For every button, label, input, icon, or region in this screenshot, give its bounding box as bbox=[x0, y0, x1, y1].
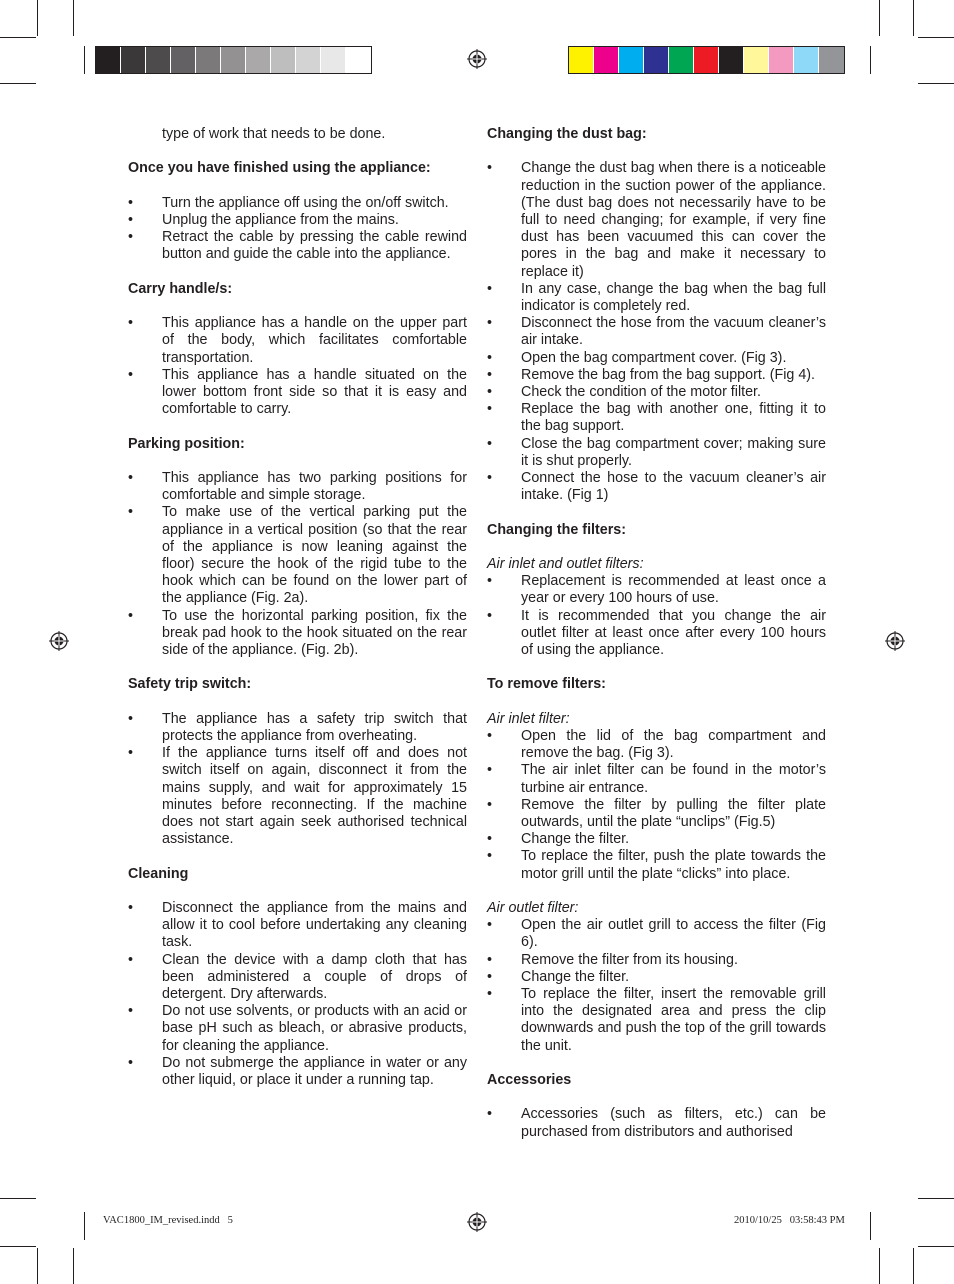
bullet-text: Connect the hose to the vacuum cleaner’s air intake. (Fig 1) bbox=[521, 470, 826, 504]
bullet-list bbox=[487, 728, 826, 883]
bullet-text: Do not use solvents, or products with an acid or base pH such as bleach, or abrasive products, for cleaning the appliance. bbox=[162, 1003, 467, 1054]
bullet-item bbox=[487, 367, 826, 384]
bullet-text: Do not submerge the appliance in water or any other liquid, or place it under a running tap. bbox=[162, 1054, 467, 1089]
color-swatch bbox=[619, 47, 644, 73]
bullet-text: The air inlet filter can be found in the motor’s turbine air entrance. bbox=[521, 762, 826, 796]
bullet-icon: • bbox=[487, 384, 493, 401]
bullet-item bbox=[487, 917, 826, 951]
bullet-item bbox=[487, 728, 826, 762]
bullet-item bbox=[128, 1003, 467, 1055]
crop-mark bbox=[918, 37, 954, 38]
bullet-item bbox=[128, 1055, 467, 1089]
bullet-item bbox=[487, 797, 826, 831]
bullet-icon: • bbox=[128, 710, 134, 727]
bullet-icon: • bbox=[487, 470, 493, 487]
color-swatch bbox=[146, 47, 171, 73]
crop-mark bbox=[0, 1198, 36, 1199]
bullet-item bbox=[487, 952, 826, 969]
color-swatch bbox=[121, 47, 146, 73]
subsection-label: Air inlet and outlet filters: bbox=[487, 556, 644, 573]
bullet-icon: • bbox=[487, 831, 493, 848]
crop-mark bbox=[870, 1212, 871, 1240]
bullet-icon: • bbox=[487, 366, 493, 383]
bullet-text: In any case, change the bag when the bag full indicator is completely red. bbox=[521, 280, 826, 315]
bullet-item bbox=[487, 608, 826, 660]
bullet-item bbox=[128, 229, 467, 263]
crop-mark bbox=[918, 1246, 954, 1247]
intro-text: type of work that needs to be done. bbox=[162, 126, 386, 142]
grayscale-color-bar bbox=[95, 46, 372, 74]
color-swatch bbox=[669, 47, 694, 73]
bullet-text: Retract the cable by pressing the cable rewind button and guide the cable into the appliance. bbox=[162, 229, 467, 263]
crop-mark bbox=[84, 46, 85, 74]
bullet-text: Open the air outlet grill to access the filter (Fig 6). bbox=[521, 917, 826, 951]
bullet-icon: • bbox=[128, 951, 134, 968]
subsection-label: Air inlet filter: bbox=[487, 710, 570, 727]
bullet-text: Replace the bag with another one, fitting it to the bag support. bbox=[521, 401, 826, 435]
bullet-text: If the appliance turns itself off and does not switch itself on again, disconnect it from the mains supply, and wait for approximately 15 minutes before reconnecting. If the machine does not start again seek authorised technical assistance. bbox=[162, 745, 467, 848]
bullet-icon: • bbox=[487, 160, 493, 177]
color-swatch bbox=[594, 47, 619, 73]
bullet-text: Unplug the appliance from the mains. bbox=[162, 211, 399, 228]
subsection-label: Air outlet filter: bbox=[487, 900, 579, 917]
bullet-text: Disconnect the hose from the vacuum cleaner’s air intake. bbox=[521, 315, 826, 349]
color-swatch bbox=[719, 47, 744, 73]
bullet-item bbox=[487, 986, 826, 1055]
crop-mark bbox=[870, 46, 871, 74]
bullet-icon: • bbox=[487, 951, 493, 968]
bullet-item bbox=[487, 160, 826, 280]
bullet-icon: • bbox=[487, 435, 493, 452]
color-swatch bbox=[569, 47, 594, 73]
crop-mark bbox=[913, 0, 914, 36]
bullet-item bbox=[487, 573, 826, 607]
section-heading: Changing the dust bag: bbox=[487, 126, 647, 142]
bullet-icon: • bbox=[128, 899, 134, 916]
color-swatch bbox=[196, 47, 221, 73]
bullet-list bbox=[487, 917, 826, 1055]
bullet-icon: • bbox=[128, 607, 134, 624]
file-slug-timestamp: 2010/10/25 03:58:43 PM bbox=[734, 1215, 845, 1226]
section-heading: Accessories bbox=[487, 1072, 572, 1089]
color-swatch bbox=[246, 47, 271, 73]
bullet-icon: • bbox=[128, 315, 134, 332]
bullet-text: Remove the bag from the bag support. (Fig 4). bbox=[521, 366, 816, 383]
color-swatch bbox=[644, 47, 669, 73]
registration-mark-icon bbox=[467, 49, 487, 69]
bullet-text: Turn the appliance off using the on/off switch. bbox=[162, 194, 449, 211]
bullet-item bbox=[487, 762, 826, 796]
color-swatch bbox=[819, 47, 844, 73]
crop-mark bbox=[0, 1246, 36, 1247]
bullet-text: To make use of the vertical parking put the appliance in a vertical position (so that the rear of the appliance is now leaning against the floor) secure the hook of the rigid tube to the hook which can be found on the lower part of the appliance (Fig. 2a). bbox=[162, 504, 467, 607]
bullet-item bbox=[487, 384, 826, 401]
crop-mark bbox=[913, 1248, 914, 1284]
bullet-item bbox=[487, 848, 826, 882]
registration-mark-icon bbox=[467, 1212, 487, 1232]
bullet-icon: • bbox=[128, 229, 134, 246]
bullet-text: Close the bag compartment cover; making sure it is shut properly. bbox=[521, 435, 826, 469]
bullet-icon: • bbox=[487, 607, 493, 624]
bullet-item bbox=[487, 1106, 826, 1140]
bullet-text: To use the horizontal parking position, fix the break pad hook to the hook situated on the rear side of the appliance. (Fig. 2b). bbox=[162, 607, 467, 658]
crop-mark bbox=[73, 0, 74, 36]
bullet-icon: • bbox=[487, 796, 493, 813]
section-heading: Cleaning bbox=[128, 865, 189, 882]
bullet-icon: • bbox=[128, 745, 134, 762]
bullet-item bbox=[487, 315, 826, 349]
bullet-text: Remove the filter by pulling the filter plate outwards, until the plate “unclips” (Fig.5) bbox=[521, 796, 826, 831]
bullet-icon: • bbox=[128, 469, 134, 486]
bullet-icon: • bbox=[487, 917, 493, 934]
bullet-item bbox=[128, 608, 467, 660]
color-swatch bbox=[744, 47, 769, 73]
bullet-icon: • bbox=[487, 315, 493, 332]
bullet-list bbox=[128, 711, 467, 849]
section-heading: Carry handle/s: bbox=[128, 280, 233, 297]
crop-mark bbox=[918, 83, 954, 84]
color-swatch bbox=[321, 47, 346, 73]
section-heading: Safety trip switch: bbox=[128, 676, 252, 693]
bullet-item bbox=[128, 195, 467, 212]
crop-mark bbox=[73, 1248, 74, 1284]
color-swatch bbox=[296, 47, 321, 73]
bullet-text: To replace the filter, push the plate towards the motor grill until the plate “clicks” into place. bbox=[521, 848, 826, 882]
color-swatch bbox=[271, 47, 296, 73]
crop-mark bbox=[879, 1248, 880, 1284]
bullet-text: Check the condition of the motor filter. bbox=[521, 384, 761, 401]
bullet-icon: • bbox=[128, 504, 134, 521]
bullet-list bbox=[487, 1106, 826, 1140]
bullet-text: Change the filter. bbox=[521, 831, 630, 848]
bullet-text: Disconnect the appliance from the mains and allow it to cool before undertaking any cleaning task. bbox=[162, 899, 467, 951]
color-swatch bbox=[769, 47, 794, 73]
bullet-icon: • bbox=[128, 1003, 134, 1020]
crop-mark bbox=[84, 1212, 85, 1240]
bullet-list bbox=[487, 160, 826, 504]
right-text-column bbox=[487, 126, 826, 1158]
bullet-item bbox=[487, 470, 826, 504]
bullet-text: Accessories (such as filters, etc.) can be purchased from distributors and authorised bbox=[521, 1106, 826, 1140]
bullet-icon: • bbox=[128, 211, 134, 228]
bullet-item bbox=[487, 401, 826, 435]
bullet-icon: • bbox=[128, 366, 134, 383]
bullet-item bbox=[128, 315, 467, 367]
bullet-list bbox=[128, 195, 467, 264]
section-heading: Parking position: bbox=[128, 435, 245, 452]
bullet-item bbox=[487, 350, 826, 367]
crop-mark bbox=[37, 0, 38, 36]
bullet-icon: • bbox=[487, 762, 493, 779]
bullet-item bbox=[128, 745, 467, 848]
bullet-list bbox=[128, 470, 467, 659]
bullet-icon: • bbox=[487, 986, 493, 1003]
bullet-text: This appliance has a handle on the upper part of the body, which facilitates comfortable transportation. bbox=[162, 315, 467, 366]
bullet-icon: • bbox=[487, 848, 493, 865]
crop-mark bbox=[918, 1198, 954, 1199]
bullet-item bbox=[128, 504, 467, 607]
bullet-item bbox=[128, 900, 467, 952]
bullet-text: This appliance has two parking positions for comfortable and simple storage. bbox=[162, 469, 467, 504]
bullet-item bbox=[487, 436, 826, 470]
color-swatch bbox=[96, 47, 121, 73]
section-heading: Changing the filters: bbox=[487, 521, 626, 538]
bullet-icon: • bbox=[487, 401, 493, 418]
crop-mark bbox=[879, 0, 880, 36]
bullet-icon: • bbox=[487, 1106, 493, 1123]
bullet-item bbox=[487, 281, 826, 315]
bullet-text: Clean the device with a damp cloth that has been administered a couple of drops of detergent. Dry afterwards. bbox=[162, 951, 467, 1002]
bullet-icon: • bbox=[487, 280, 493, 297]
bullet-item bbox=[487, 969, 826, 986]
bullet-icon: • bbox=[487, 968, 493, 985]
bullet-icon: • bbox=[128, 1054, 134, 1071]
bullet-text: This appliance has a handle situated on the lower bottom front side so that it is easy and comfortable to carry. bbox=[162, 366, 467, 418]
color-swatch bbox=[346, 47, 371, 73]
section-heading: Once you have finished using the appliance: bbox=[128, 160, 431, 177]
bullet-item bbox=[128, 952, 467, 1004]
bullet-item bbox=[128, 367, 467, 419]
file-slug-label: VAC1800_IM_revised.indd 5 bbox=[103, 1215, 233, 1226]
bullet-text: Open the bag compartment cover. (Fig 3). bbox=[521, 349, 787, 366]
bullet-text: The appliance has a safety trip switch that protects the appliance from overheating. bbox=[162, 710, 467, 744]
crop-mark bbox=[0, 37, 36, 38]
bullet-icon: • bbox=[487, 349, 493, 366]
registration-mark-icon bbox=[885, 631, 905, 651]
bullet-text: It is recommended that you change the air outlet filter at least once after every 100 hours of using the appliance. bbox=[521, 607, 826, 659]
bullet-item bbox=[487, 831, 826, 848]
bullet-text: Remove the filter from its housing. bbox=[521, 951, 738, 968]
bullet-item bbox=[128, 470, 467, 504]
registration-mark-icon bbox=[49, 631, 69, 651]
color-swatch bbox=[794, 47, 819, 73]
bullet-list bbox=[487, 573, 826, 659]
color-swatch bbox=[171, 47, 196, 73]
bullet-icon: • bbox=[128, 194, 134, 211]
bullet-text: Change the dust bag when there is a noticeable reduction in the suction power of the appliance. (The dust bag does not necessarily have to be full to need changing; for example, if very fine dust has been vacuumed this can cover the pores in the bag and make it necessary to replace it) bbox=[521, 160, 826, 280]
bullet-item bbox=[128, 711, 467, 745]
crop-mark bbox=[0, 83, 36, 84]
bullet-icon: • bbox=[487, 573, 493, 590]
process-color-bar bbox=[568, 46, 845, 74]
color-swatch bbox=[694, 47, 719, 73]
section-heading: To remove filters: bbox=[487, 676, 606, 693]
bullet-item bbox=[128, 212, 467, 229]
bullet-list bbox=[128, 315, 467, 418]
bullet-text: To replace the filter, insert the removable grill into the designated area and press the clip downwards and push the top of the grill towards the unit. bbox=[521, 986, 826, 1054]
bullet-text: Change the filter. bbox=[521, 968, 630, 985]
bullet-list bbox=[128, 900, 467, 1089]
bullet-text: Open the lid of the bag compartment and remove the bag. (Fig 3). bbox=[521, 728, 826, 762]
bullet-text: Replacement is recommended at least once a year or every 100 hours of use. bbox=[521, 573, 826, 607]
color-swatch bbox=[221, 47, 246, 73]
crop-mark bbox=[37, 1248, 38, 1284]
bullet-icon: • bbox=[487, 728, 493, 745]
left-text-column bbox=[128, 126, 467, 1106]
